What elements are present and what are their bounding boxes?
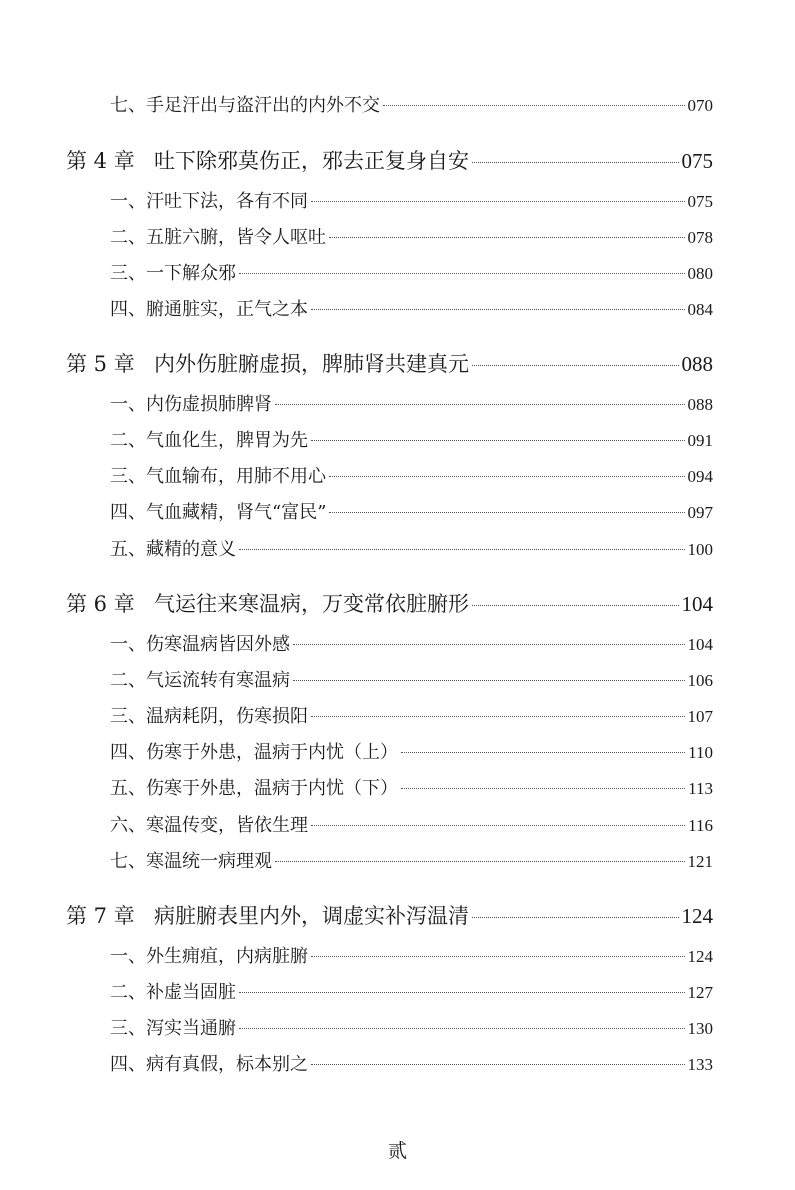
dot-leader — [329, 512, 684, 513]
toc-page-number: 075 — [687, 192, 713, 211]
dot-leader — [472, 605, 679, 606]
toc-entry-section[interactable] — [110, 91, 713, 117]
toc-entry-section[interactable] — [110, 811, 713, 837]
dot-leader — [311, 309, 685, 310]
dot-leader — [311, 825, 685, 826]
toc-page-number: 104 — [687, 635, 713, 654]
dot-leader — [472, 365, 679, 366]
toc-page-number: 107 — [687, 707, 713, 726]
dot-leader — [311, 716, 685, 717]
toc-entry-section[interactable] — [110, 666, 713, 692]
toc-entry-section[interactable] — [110, 223, 713, 249]
toc-page-number: 130 — [687, 1019, 713, 1038]
chapter-title: 吐下除邪莫伤正，邪去正复身自安 — [154, 149, 469, 173]
toc-entry-section[interactable] — [110, 390, 713, 416]
toc-page-number: 124 — [681, 904, 713, 928]
toc-page-number: 091 — [687, 431, 713, 450]
toc-section-title: 三、温病耗阴，伤寒损阳 — [110, 706, 308, 727]
dot-leader — [329, 476, 685, 477]
dot-leader — [401, 752, 685, 753]
dot-leader — [239, 992, 685, 993]
toc-section-title: 一、伤寒温病皆因外感 — [110, 634, 290, 655]
toc-entry-section[interactable] — [110, 187, 713, 213]
toc-section-title: 二、气运流转有寒温病 — [110, 670, 290, 691]
toc-section-title: 二、补虚当固脏 — [110, 982, 236, 1003]
dot-leader — [472, 162, 679, 163]
toc-section-title: 三、一下解众邪 — [110, 263, 236, 284]
toc-entry-chapter-6[interactable] — [66, 588, 713, 618]
toc-section-title: 五、藏精的意义 — [110, 539, 236, 560]
toc-entry-section[interactable] — [110, 498, 713, 524]
toc-entry-section[interactable] — [110, 462, 713, 488]
toc-section-title: 四、气血藏精，肾气“富民” — [110, 502, 327, 523]
chapter-number: 第 7 章 — [66, 904, 135, 928]
toc-page-number: 070 — [687, 96, 713, 115]
chapter-number: 第 5 章 — [66, 352, 135, 376]
footer-page-number: 贰 — [387, 1140, 407, 1162]
toc-section-title: 二、五脏六腑，皆令人呕吐 — [110, 227, 326, 248]
toc-page-number: 133 — [687, 1055, 713, 1074]
chapter-title: 病脏腑表里内外，调虚实补泻温清 — [154, 904, 469, 928]
toc-entry-section[interactable] — [110, 942, 713, 968]
chapter-number: 第 4 章 — [66, 149, 135, 173]
toc-page-number: 075 — [681, 149, 713, 173]
dot-leader — [293, 680, 685, 681]
dot-leader — [311, 440, 685, 441]
toc-entry-section[interactable] — [110, 702, 713, 728]
dot-leader — [311, 956, 685, 957]
toc-page-number: 078 — [687, 228, 713, 247]
dot-leader — [293, 644, 685, 645]
toc-section-title: 一、外生痈疽，内病脏腑 — [110, 946, 308, 967]
toc-section-title: 四、腑通脏实，正气之本 — [110, 299, 308, 320]
toc-page-number: 124 — [687, 947, 713, 966]
dot-leader — [239, 273, 685, 274]
toc-page-number: 121 — [687, 852, 713, 871]
toc-section-title: 四、病有真假，标本别之 — [110, 1054, 308, 1075]
dot-leader — [311, 1064, 685, 1065]
toc-section-title: 六、寒温传变，皆依生理 — [110, 815, 308, 836]
toc-entry-section[interactable] — [110, 426, 713, 452]
toc-section-title: 四、伤寒于外患，温病于内忧（上） — [110, 742, 398, 763]
toc-page-number: 080 — [687, 264, 713, 283]
dot-leader — [239, 1028, 685, 1029]
toc-page-number: 127 — [687, 983, 713, 1002]
dot-leader — [275, 404, 685, 405]
toc-section-title: 一、汗吐下法，各有不同 — [110, 191, 308, 212]
toc-entry-section[interactable] — [110, 1014, 713, 1040]
toc-page-number: 110 — [688, 743, 713, 762]
dot-leader — [329, 237, 685, 238]
toc-entry-section[interactable] — [110, 630, 713, 656]
toc-entry-section[interactable] — [110, 847, 713, 873]
toc-page-number: 094 — [687, 467, 713, 486]
toc-entry-chapter-4[interactable] — [66, 145, 713, 175]
toc-section-title: 三、泻实当通腑 — [110, 1018, 236, 1039]
toc-section-title: 三、气血输布，用肺不用心 — [110, 466, 326, 487]
toc-section-title: 七、寒温统一病理观 — [110, 851, 272, 872]
toc-page-number: 116 — [688, 816, 713, 835]
toc-entry-section[interactable] — [110, 978, 713, 1004]
toc-section-title: 七、手足汗出与盗汗出的内外不交 — [110, 95, 380, 116]
dot-leader — [239, 549, 685, 550]
toc-page-number: 097 — [687, 503, 713, 522]
toc-entry-section[interactable] — [110, 535, 713, 561]
toc-page-number: 106 — [687, 671, 713, 690]
toc-section-title: 五、伤寒于外患，温病于内忧（下） — [110, 778, 398, 799]
chapter-number: 第 6 章 — [66, 592, 135, 616]
dot-leader — [401, 788, 685, 789]
toc-entry-section[interactable] — [110, 738, 713, 764]
toc-page-number: 084 — [687, 300, 713, 319]
chapter-title: 气运往来寒温病，万变常依脏腑形 — [154, 592, 469, 616]
toc-entry-chapter-5[interactable] — [66, 348, 713, 378]
chapter-title: 内外伤脏腑虚损，脾肺肾共建真元 — [154, 352, 469, 376]
toc-entry-section[interactable] — [110, 774, 713, 800]
toc-entry-chapter-7[interactable] — [66, 900, 713, 930]
toc-page-number: 113 — [688, 779, 713, 798]
dot-leader — [383, 105, 685, 106]
toc-section-title: 二、气血化生，脾胃为先 — [110, 430, 308, 451]
dot-leader — [311, 201, 685, 202]
toc-section-title: 一、内伤虚损肺脾肾 — [110, 394, 272, 415]
toc-entry-section[interactable] — [110, 295, 713, 321]
toc-page-number: 088 — [687, 395, 713, 414]
toc-page-number: 088 — [681, 352, 713, 376]
toc-entry-section[interactable] — [110, 259, 713, 285]
toc-page-number: 104 — [681, 592, 713, 616]
dot-leader — [472, 917, 679, 918]
toc-page-number: 100 — [687, 540, 713, 559]
toc-entry-section[interactable] — [110, 1050, 713, 1076]
dot-leader — [275, 861, 685, 862]
